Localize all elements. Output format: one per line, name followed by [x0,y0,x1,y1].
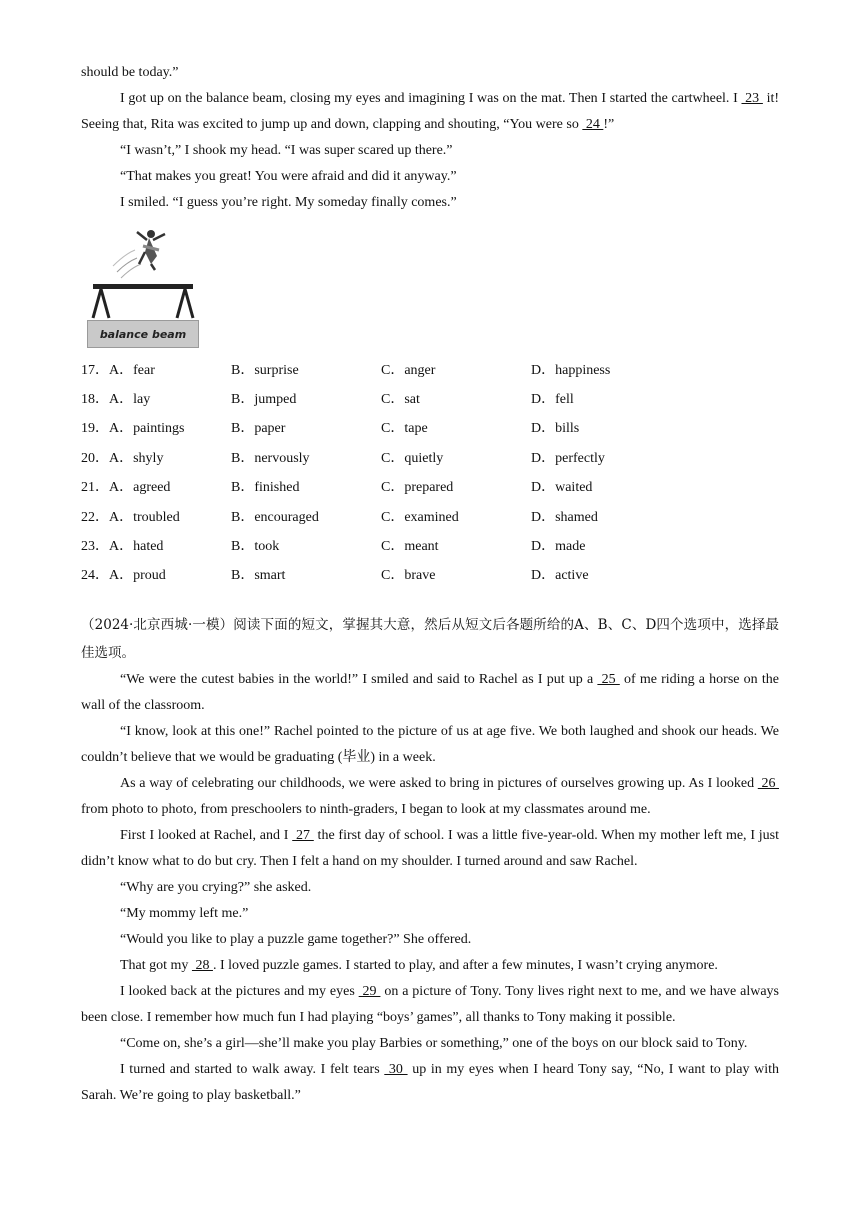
question-number: 22． [81,509,109,525]
option-cell [231,501,381,530]
gymnast-illustration [87,224,199,324]
option-b: B．paper [231,421,286,437]
paragraph: “Why are you crying?” she asked. [120,880,312,896]
option-cell [381,354,531,383]
option-cell [381,560,531,589]
paragraph: “That makes you great! You were afraid and did it anyway.” [120,169,457,184]
question-row [81,530,681,559]
option-cell [81,501,231,530]
option-cell [531,560,681,589]
option-cell [231,413,381,442]
option-cell [231,354,381,383]
option-cell [531,354,681,383]
option-cell [531,530,681,559]
option-cell [531,442,681,471]
option-d: D．made [531,539,586,555]
blank-29: 29 [358,984,381,1000]
option-a: A．proud [109,568,166,584]
option-cell [231,383,381,412]
option-a: A．fear [109,362,155,378]
blank-26: 26 [757,776,779,792]
paragraph: I got up on the balance beam, closing my eyes and imagining I was on the mat. Then I started the cartwheel. I 23 it! Seeing that, Rita was excited to jump up and down, clapping and shouting, “You were so 24 !” [81,91,780,132]
blank-25: 25 [597,672,620,688]
option-cell [81,530,231,559]
option-cell [81,383,231,412]
question-number: 20． [81,450,109,466]
paragraph: should be today.” [81,65,179,80]
option-a: A．agreed [109,480,171,496]
option-cell [381,472,531,501]
paragraph: “My mommy left me.” [120,906,249,922]
option-c: C．meant [381,539,439,555]
question-row [81,501,681,530]
option-c: C．anger [381,362,436,378]
option-b: B．encouraged [231,509,319,525]
question-number: 17． [81,362,109,378]
option-b: B．smart [231,568,286,584]
balance-beam-image [87,224,199,348]
paragraph: I looked back at the pictures and my eyes 29 on a picture of Tony. Tony lives right next to me, and we have always been close. I remember how much fun I had playing “boys’ games”, all thanks to Tony making it possible. [81,984,779,1026]
option-a: A．troubled [109,509,180,525]
blank-28: 28 [191,958,213,974]
question-number: 24． [81,568,109,584]
paragraph: First I looked at Rachel, and I 27 the first day of school. I was a little five-year-old. When my mother left me, I just didn’t know what to do but cry. Then I felt a hand on my shoulder. I turned around and saw Rachel. [81,828,780,870]
paragraph: “Would you like to play a puzzle game together?” She offered. [120,932,472,948]
option-c: C．quietly [381,450,444,466]
option-cell [81,560,231,589]
options-table [81,354,681,589]
paragraph: “Come on, she’s a girl—she’ll make you play Barbies or something,” one of the boys on our block said to Tony. [120,1036,748,1052]
option-d: D．fell [531,392,574,408]
option-a: A．hated [109,539,164,555]
paragraph: I turned and started to walk away. I felt tears 30 up in my eyes when I heard Tony say, “No, I want to play with Sarah. We’re going to play basketball.” [81,1062,780,1104]
paragraph: As a way of celebrating our childhoods, we were asked to bring in pictures of ourselves growing up. As I looked 26 from photo to photo, from preschoolers to ninth-graders, I began to look at my classmates around me. [81,776,779,818]
question-number: 21． [81,480,109,496]
question-number: 23． [81,539,109,555]
option-c: C．brave [381,568,436,584]
option-b: B．jumped [231,392,297,408]
option-c: C．examined [381,509,459,525]
option-cell [381,383,531,412]
option-b: B．finished [231,480,300,496]
option-c: C．sat [381,392,420,408]
option-d: D．shamed [531,509,598,525]
question-row [81,413,681,442]
question-row [81,442,681,471]
option-cell [381,501,531,530]
option-cell [381,442,531,471]
option-d: D．happiness [531,362,611,378]
option-cell [381,413,531,442]
section-instruction: （2024·北京西城·一模）阅读下面的短文，掌握其大意，然后从短文后各题所给的A、B、C、D四个选项中，选择最佳选项。 [81,617,779,662]
option-c: C．tape [381,421,428,437]
question-row [81,354,681,383]
question-number: 18． [81,392,109,408]
option-d: D．perfectly [531,450,605,466]
question-row [81,560,681,589]
document-page [81,60,779,1109]
option-b: B．nervously [231,450,310,466]
blank-30: 30 [384,1062,408,1078]
option-cell [531,413,681,442]
question-row [81,383,681,412]
option-cell [81,442,231,471]
option-cell [231,560,381,589]
paragraph: That got my 28 . I loved puzzle games. I started to play, and after a few minutes, I wasn’t crying anymore. [120,958,718,974]
option-d: D．active [531,568,589,584]
blank-24: 24 [582,117,604,132]
blank-23: 23 [741,91,763,106]
option-cell [81,354,231,383]
option-d: D．bills [531,421,580,437]
option-cell [531,501,681,530]
option-cell [81,472,231,501]
paragraph: “I know, look at this one!” Rachel pointed to the picture of us at age five. We both laughed and shook our heads. We couldn’t believe that we would be graduating (毕业) in a week. [81,724,779,766]
option-d: D．waited [531,480,593,496]
option-cell [531,383,681,412]
paragraph: “We were the cutest babies in the world!” I smiled and said to Rachel as I put up a 25 of me riding a horse on the wall of the classroom. [81,672,779,714]
option-c: C．prepared [381,480,454,496]
option-cell [231,442,381,471]
option-a: A．shyly [109,450,164,466]
option-cell [531,472,681,501]
option-a: A．paintings [109,421,185,437]
option-cell [381,530,531,559]
option-cell [231,530,381,559]
option-b: B．took [231,539,280,555]
image-caption: balance beam [87,320,199,348]
option-cell [231,472,381,501]
blank-27: 27 [292,828,314,844]
paragraph: I smiled. “I guess you’re right. My someday finally comes.” [120,195,457,210]
question-row [81,472,681,501]
question-number: 19． [81,421,109,437]
option-cell [81,413,231,442]
paragraph: “I wasn’t,” I shook my head. “I was super scared up there.” [120,143,453,158]
option-a: A．lay [109,392,151,408]
option-b: B．surprise [231,362,299,378]
